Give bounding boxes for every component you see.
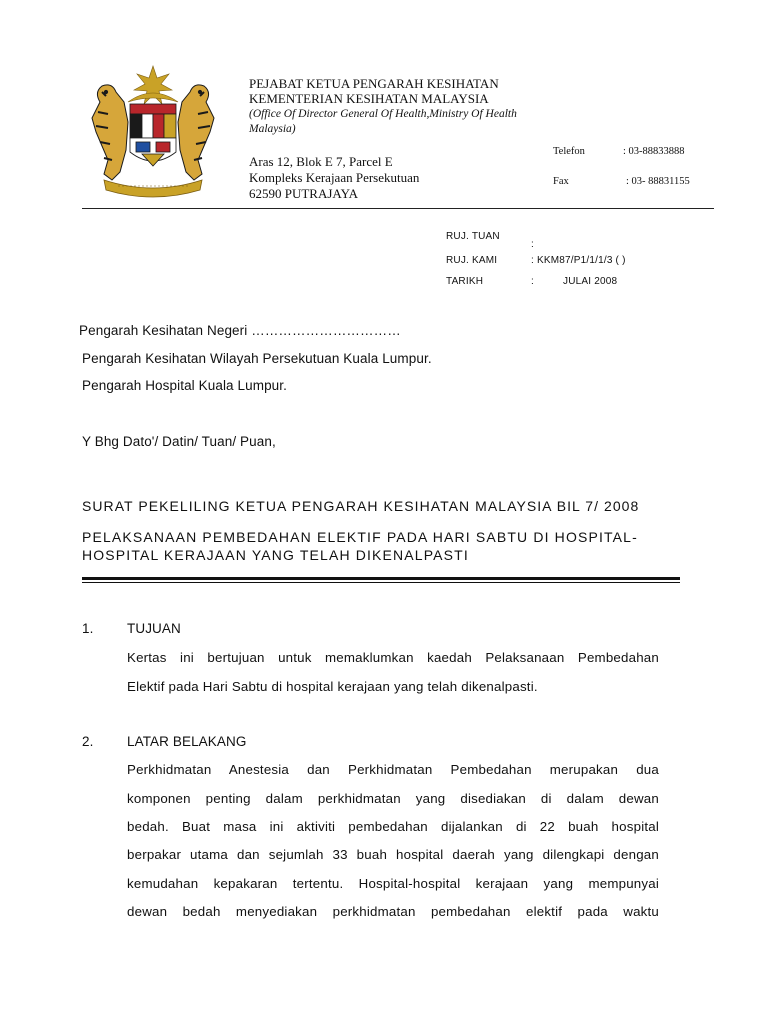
address-line-3: 62590 PUTRAJAYA: [249, 186, 358, 201]
phone-value: : 03-88833888: [623, 146, 685, 157]
org-name-malay: PEJABAT KETUA PENGARAH KESIHATAN: [249, 76, 499, 91]
ref-kami-value: : KKM87/P1/1/1/3 ( ): [531, 255, 626, 266]
address-line-2: Kompleks Kerajaan Persekutuan: [249, 170, 420, 185]
recipient-line-3: Pengarah Hospital Kuala Lumpur.: [82, 378, 287, 393]
section-1-line: Elektif pada Hari Sabtu di hospital kerajaan yang telah dikenalpasti.: [127, 679, 538, 694]
fax-label: Fax: [553, 176, 569, 187]
recipient-line-2: Pengarah Kesihatan Wilayah Persekutuan Kuala Lumpur.: [82, 351, 432, 366]
date-value: JULAI 2008: [563, 276, 618, 287]
address-line-1: Aras 12, Blok E 7, Parcel E: [249, 154, 393, 169]
subject-title-line-1: PELAKSANAAN PEMBEDAHAN ELEKTIF PADA HARI SABTU DI HOSPITAL-: [82, 529, 638, 545]
section-2-heading: LATAR BELAKANG: [127, 734, 247, 749]
section-1-line: Kertas ini bertujuan untuk memaklumkan kaedah Pelaksanaan Pembedahan: [127, 650, 659, 665]
circular-title: SURAT PEKELILING KETUA PENGARAH KESIHATAN MALAYSIA BIL 7/ 2008: [82, 498, 640, 514]
ref-kami-label: RUJ. KAMI: [446, 255, 498, 266]
malaysia-coat-of-arms-icon: [78, 62, 228, 202]
recipient-line-1: Pengarah Kesihatan Negeri ……………………………: [79, 323, 401, 338]
subject-divider-thick: [82, 577, 680, 580]
ref-tuan-value: :: [531, 239, 534, 250]
phone-label: Telefon: [553, 146, 585, 157]
salutation: Y Bhg Dato'/ Datin/ Tuan/ Puan,: [82, 434, 276, 449]
org-name-english-cont: Malaysia): [249, 123, 296, 135]
section-2-line: berpakar utama dan sejumlah 33 buah hospital daerah yang dilengkapi dengan: [127, 847, 659, 862]
section-2-line: komponen penting dalam perkhidmatan yang disediakan di dalam dewan: [127, 791, 659, 806]
section-2-line: kemudahan kepakaran tertentu. Hospital-hospital kerajaan yang mempunyai: [127, 876, 659, 891]
ministry-name-malay: KEMENTERIAN KESIHATAN MALAYSIA: [249, 91, 489, 106]
section-1-heading: TUJUAN: [127, 621, 181, 636]
org-name-english: (Office Of Director General Of Health,Ministry Of Health: [249, 108, 517, 120]
header-divider: [82, 208, 714, 209]
section-1-number: 1.: [82, 621, 94, 636]
fax-value: : 03- 88831155: [626, 176, 690, 187]
section-2-line: dewan bedah menyediakan perkhidmatan pembedahan elektif pada waktu: [127, 904, 659, 919]
subject-title-line-2: HOSPITAL KERAJAAN YANG TELAH DIKENALPASTI: [82, 547, 469, 563]
date-colon: :: [531, 276, 534, 287]
subject-divider-thin: [82, 582, 680, 583]
ref-tuan-label: RUJ. TUAN: [446, 231, 500, 242]
section-2-number: 2.: [82, 734, 94, 749]
section-2-line: bedah. Buat masa ini aktiviti pembedahan dijalankan di 22 buah hospital: [127, 819, 659, 834]
date-label: TARIKH: [446, 276, 484, 287]
section-2-line: Perkhidmatan Anestesia dan Perkhidmatan Pembedahan merupakan dua: [127, 762, 659, 777]
